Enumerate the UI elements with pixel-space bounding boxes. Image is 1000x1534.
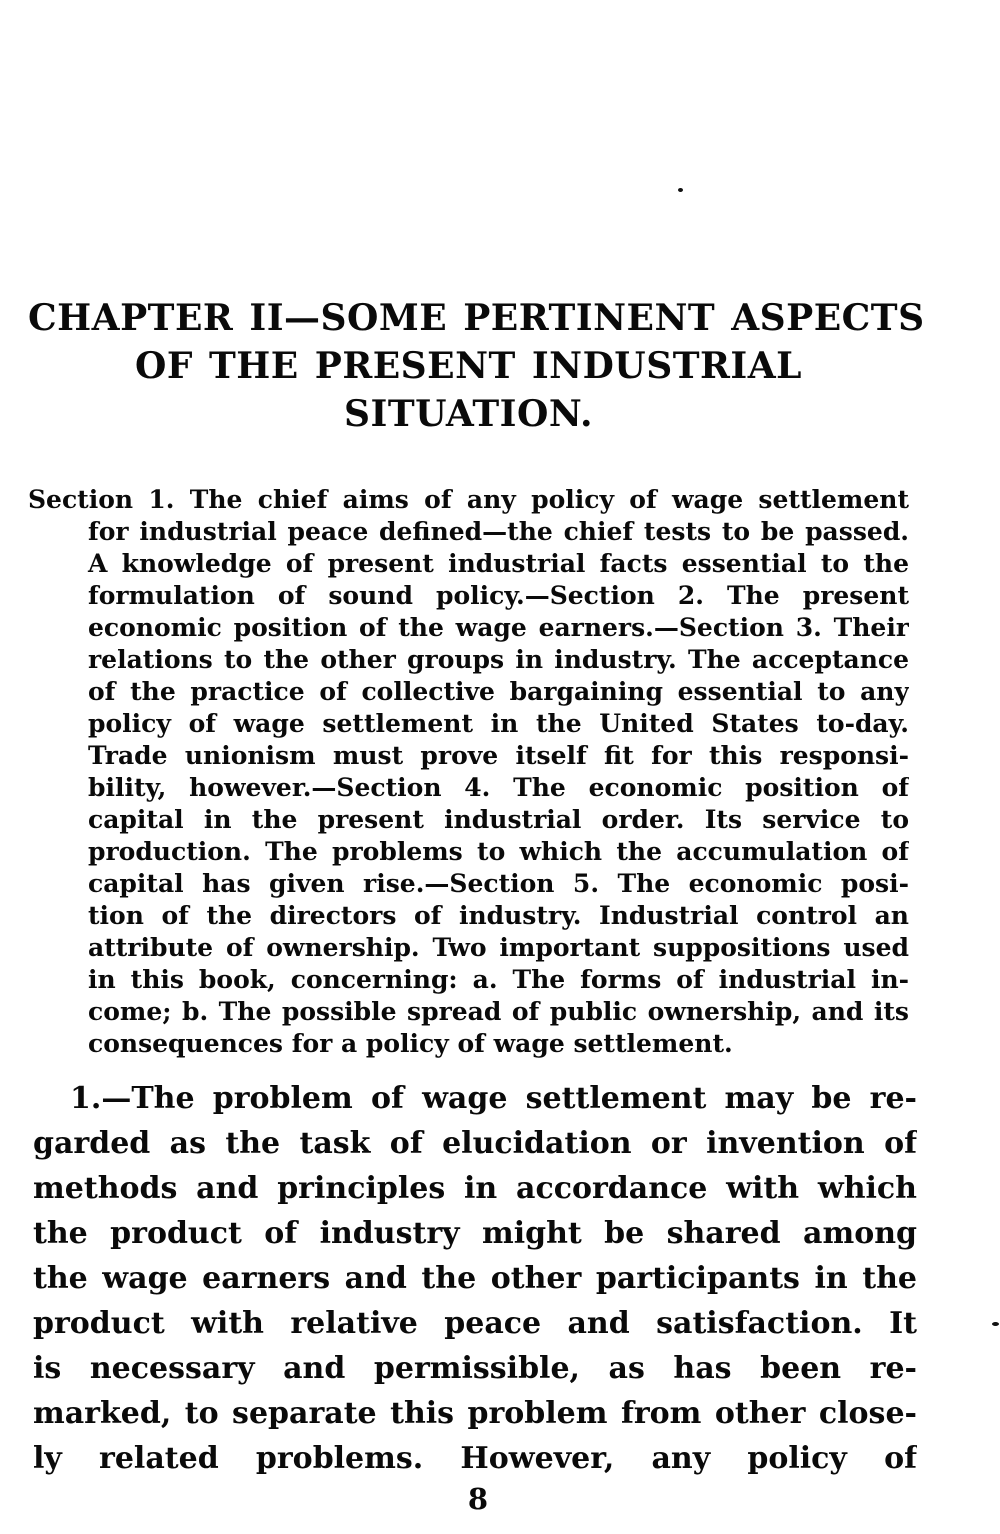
summary-line: for industrial peace defined—the chief tests to be passed. (88, 517, 909, 546)
ink-speck (678, 188, 683, 192)
summary-line: consequences for a policy of wage settlement. (88, 1029, 733, 1058)
summary-line: Trade unionism must prove itself fit for this responsi- (88, 741, 909, 770)
summary-line: come; b. The possible spread of public ownership, and its (88, 997, 909, 1026)
body-line: 1.—The problem of wage settlement may be re- (70, 1081, 917, 1116)
summary-line: in this book, concerning: a. The forms of industrial in- (88, 965, 909, 994)
summary-line: attribute of ownership. Two important suppositions used (88, 933, 909, 962)
body-line: the wage earners and the other participants in the (33, 1261, 917, 1296)
body-line: methods and principles in accordance with which (33, 1171, 917, 1206)
summary-line: Section 1. The chief aims of any policy of wage settlement (28, 485, 909, 514)
body-line: the product of industry might be shared among (33, 1216, 917, 1251)
summary-line: economic position of the wage earners.—Section 3. Their (88, 613, 909, 642)
summary-line: relations to the other groups in industry. The acceptance (88, 645, 909, 674)
body-line: is necessary and permissible, as has been re- (33, 1351, 917, 1386)
chapter-title-line-3: SITUATION. (343, 393, 593, 435)
page-number: 8 (467, 1482, 489, 1516)
summary-line: tion of the directors of industry. Industrial control an (88, 901, 909, 930)
summary-line: bility, however.—Section 4. The economic position of (88, 773, 909, 802)
body-line: ly related problems. However, any policy of (33, 1441, 917, 1476)
chapter-title (28, 294, 925, 438)
body-line: product with relative peace and satisfaction. It (33, 1306, 917, 1341)
summary-line: production. The problems to which the accumulation of (88, 837, 909, 866)
body-line: garded as the task of elucidation or invention of (33, 1126, 917, 1161)
summary-line: capital has given rise.—Section 5. The economic posi- (88, 869, 909, 898)
summary-line: formulation of sound policy.—Section 2. The present (88, 581, 909, 610)
ink-speck (992, 1322, 999, 1326)
chapter-title-line-2: OF THE PRESENT INDUSTRIAL (135, 345, 802, 387)
summary-line: A knowledge of present industrial facts essential to the (88, 549, 909, 578)
summary-line: of the practice of collective bargaining essential to any (88, 677, 909, 706)
section-summary (28, 484, 909, 1060)
summary-line: capital in the present industrial order. Its service to (88, 805, 909, 834)
chapter-title-line-1: CHAPTER II—SOME PERTINENT ASPECTS (28, 297, 925, 339)
body-line: marked, to separate this problem from other close- (33, 1396, 917, 1431)
summary-line: policy of wage settlement in the United States to-day. (88, 709, 909, 738)
paragraph-section-1 (33, 1076, 917, 1481)
